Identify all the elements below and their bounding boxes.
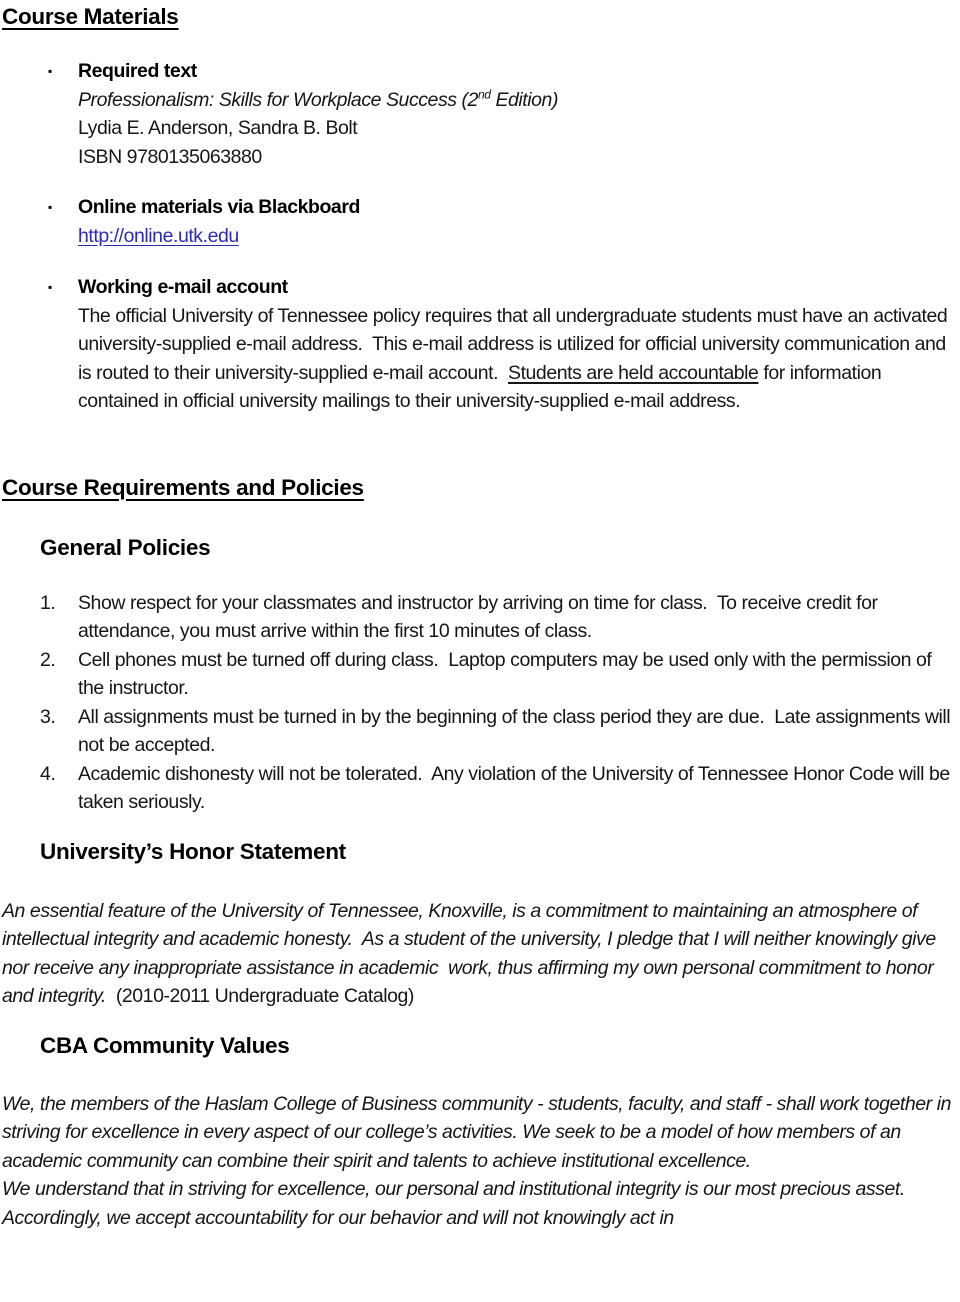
section-heading-text: Course Requirements and Policies [2,474,364,500]
underlined-accountability-phrase: Students are held accountable [508,361,759,384]
square-bullet-icon: ▪ [48,64,52,78]
policy-text: Academic dishonesty will not be tolerated. Any violation of the University of Tennessee Honor Code will be taken seriously. [78,762,955,813]
policy-text: All assignments must be turned in by the beginning of the class period they are due. Late assignments will not be accepted. [78,705,956,756]
section-heading-text: Course Materials [2,4,179,29]
online-materials-content [78,193,952,250]
book-authors: Lydia E. Anderson, Sandra B. Bolt [78,117,358,139]
blackboard-link[interactable]: http://online.utk.edu [78,224,239,247]
square-bullet-icon: ▪ [48,280,52,294]
cba-values-paragraph-2: We understand that in striving for excellence, our personal and institutional integrity is our most precious asset. Accordingly, we accept accountability for our behavior and will not knowingly act in [2,1178,910,1229]
cba-values-paragraph-1: We, the members of the Haslam College of Business community - students, faculty, and staff - shall work together in striving for excellence in every aspect of our college’s activities. We seek to be a model of how members of an academic community can combine their spirit and talents to achieve institutional excellence. [2,1092,956,1172]
section-heading-course-materials [2,2,952,32]
book-title-pre: Professionalism: Skills for Workplace Success (2 [78,88,478,111]
list-number: 4. [40,762,56,785]
email-policy-text: The official University of Tennessee policy requires that all undergraduate students must have an activated university-supplied e-mail address. This e-mail address is utilized for official university communication and is routed to their university-supplied e-mail account. [78,304,953,384]
policy-text: Show respect for your classmates and instructor by arriving on time for class. To receive credit for attendance, you must arrive within the first 10 minutes of class. [78,591,883,642]
catalog-citation: (2010-2011 Undergraduate Catalog) [105,985,414,1007]
bullet-item-email-account [48,273,952,416]
subheading-honor-statement: University’s Honor Statement [40,838,346,864]
email-account-content [78,273,952,416]
email-account-label: Working e-mail account [78,276,288,298]
online-materials-label: Online materials via Blackboard [78,196,360,218]
email-policy-paragraph [78,302,952,416]
list-number: 3. [40,705,56,728]
email-policy-text-continued: for information contained in official university mailings to their university-supplied e-mail address. [78,361,887,412]
book-isbn: ISBN 9780135063880 [78,145,262,168]
book-title [78,86,952,115]
square-bullet-icon: ▪ [48,200,52,214]
section-heading-course-requirements [2,473,952,503]
required-text-label: Required text [78,60,197,82]
list-number: 2. [40,648,56,671]
policy-text: Cell phones must be turned off during class. Laptop computers may be used only with the permission of the instructor. [78,648,937,699]
list-number: 1. [40,591,56,614]
honor-statement-text: An essential feature of the University of Tennessee, Knoxville, is a commitment to maintaining an atmosphere of intellectual integrity and academic honesty. As a student of the university, I pledge that I will neither knowingly give nor receive any inappropriate assistance in academic work, thus affirming my own personal commitment to honor and integrity. [2,899,941,1007]
ordinal-superscript: nd [477,87,491,101]
policy-list-item [40,703,956,760]
subheading-cba-community-values: CBA Community Values [40,1032,290,1058]
bullet-item-online-materials [48,193,952,250]
honor-statement-paragraph [2,897,952,1011]
subheading-general-policies: General Policies [40,534,211,560]
general-policies-list [40,589,956,817]
bullet-item-required-text [48,57,952,171]
policy-list-item [40,646,952,703]
required-text-content [78,57,952,171]
policy-list-item [40,760,955,817]
policy-list-item [40,589,952,646]
book-title-post: Edition) [490,88,558,111]
